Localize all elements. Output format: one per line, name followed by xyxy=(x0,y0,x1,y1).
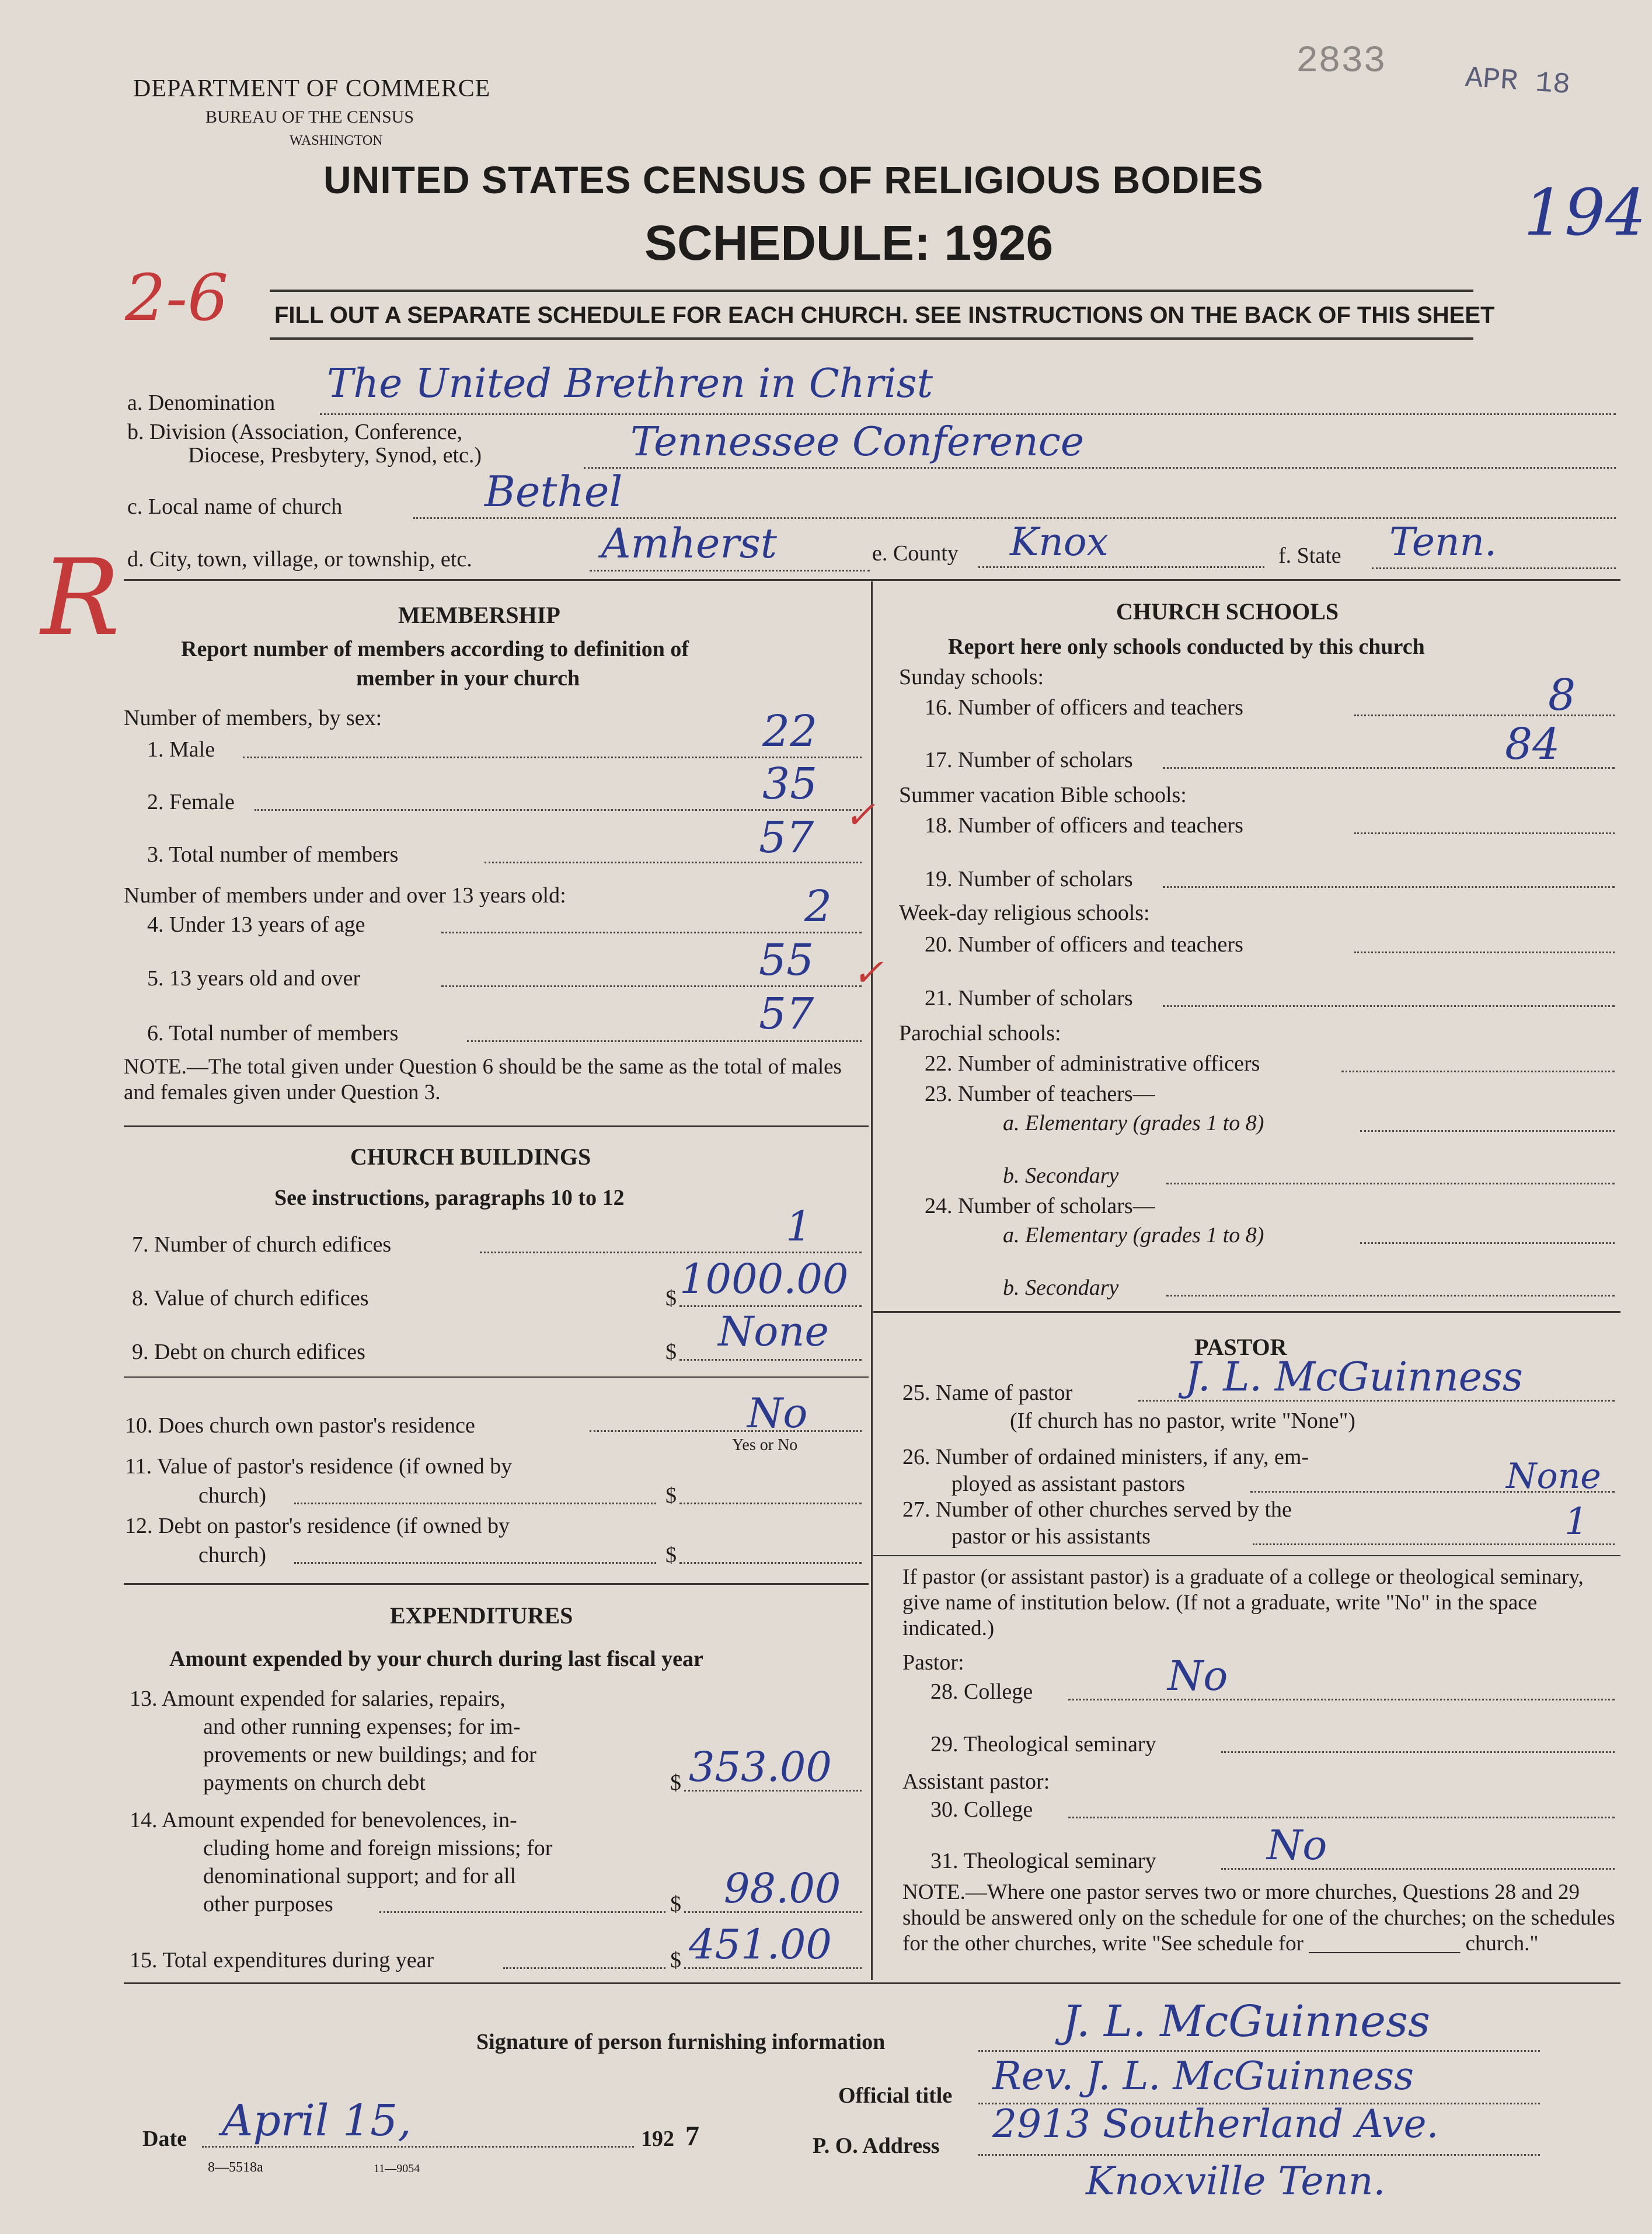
sunday-officers-value: 8 xyxy=(1548,670,1576,720)
scholars-secondary-label: b. Secondary xyxy=(1003,1275,1119,1300)
city-value: Amherst xyxy=(601,520,777,567)
official-title-value: Rev. J. L. McGuinness xyxy=(992,2054,1414,2099)
pastor-heading: PASTOR xyxy=(1194,1334,1287,1360)
other-churches-value: 1 xyxy=(1564,1500,1588,1543)
church-name-label: c. Local name of church xyxy=(127,494,343,519)
form-code-2: 11—9054 xyxy=(374,2162,420,2175)
stamp-number: 2833 xyxy=(1296,41,1386,83)
edifice-debt-dollar: $ xyxy=(665,1340,677,1364)
instruction-banner: FILL OUT A SEPARATE SCHEDULE FOR EACH CHURCH. SEE INSTRUCTIONS ON THE BACK OF THIS SHEET xyxy=(274,302,1495,328)
residence-value-dollar: $ xyxy=(665,1483,677,1508)
summer-officers-label: 18. Number of officers and teachers xyxy=(925,813,1243,838)
church-name-value: Bethel xyxy=(485,467,623,516)
edifice-value-dollar: $ xyxy=(665,1286,677,1311)
date-label: Date xyxy=(142,2127,187,2151)
form-code: 8—5518a xyxy=(208,2160,263,2175)
denomination-label: a. Denomination xyxy=(127,391,276,415)
summer-schools-label: Summer vacation Bible schools: xyxy=(899,783,1187,807)
benevolence-label-3: denominational support; and for all xyxy=(203,1864,517,1888)
edifice-debt-label: 9. Debt on church edifices xyxy=(132,1340,365,1364)
benevolence-dollar: $ xyxy=(670,1892,681,1916)
sunday-scholars-label: 17. Number of scholars xyxy=(925,748,1133,772)
assistant-seminary-value: No xyxy=(1267,1821,1327,1869)
state-value: Tenn. xyxy=(1389,520,1497,564)
edifices-label: 7. Number of church edifices xyxy=(132,1232,392,1257)
total-members-value: 57 xyxy=(759,813,814,863)
top-right-mark: 194 xyxy=(1524,175,1646,250)
total-members-2-label: 6. Total number of members xyxy=(147,1021,399,1045)
edifice-value-amount: 1000.00 xyxy=(679,1255,849,1303)
over-13-label: 5. 13 years old and over xyxy=(147,966,361,991)
parochial-admin-label: 22. Number of administrative officers xyxy=(925,1051,1260,1076)
edifice-value-label: 8. Value of church edifices xyxy=(132,1286,369,1311)
expenditures-sub: Amount expended by your church during last fiscal year xyxy=(169,1647,703,1671)
pastor-name-hint: (If church has no pastor, write "None") xyxy=(1010,1409,1355,1433)
seminary-label: 29. Theological seminary xyxy=(930,1732,1156,1756)
year-prefix: 192 xyxy=(641,2127,674,2151)
college-label: 28. College xyxy=(930,1679,1033,1704)
city-label: d. City, town, village, or township, etc. xyxy=(127,547,472,571)
parochial-teachers-label: 23. Number of teachers— xyxy=(925,1082,1155,1106)
weekday-schools-label: Week-day religious schools: xyxy=(899,901,1150,925)
po-address-value-1: 2913 Southerland Ave. xyxy=(992,2101,1439,2146)
salaries-label-2: and other running expenses; for im- xyxy=(203,1714,521,1739)
margin-code: 2-6 xyxy=(125,260,229,335)
buildings-sub: See instructions, paragraphs 10 to 12 xyxy=(274,1186,625,1210)
benevolence-label-2: cluding home and foreign missions; for xyxy=(203,1836,553,1860)
pastor-name-label: 25. Name of pastor xyxy=(902,1381,1073,1405)
yes-no-hint: Yes or No xyxy=(732,1436,798,1454)
total-expenditures-amount: 451.00 xyxy=(689,1921,832,1968)
salaries-label-3: provements or new buildings; and for xyxy=(203,1742,536,1767)
county-label: e. County xyxy=(872,541,959,566)
schedule-year: SCHEDULE: 1926 xyxy=(644,215,1054,270)
division-value: Tennessee Conference xyxy=(630,419,1085,465)
benevolence-label: 14. Amount expended for benevolences, in- xyxy=(130,1808,517,1832)
county-value: Knox xyxy=(1010,520,1109,564)
male-value: 22 xyxy=(762,706,818,757)
teachers-secondary-label: b. Secondary xyxy=(1003,1163,1119,1188)
parochial-scholars-label: 24. Number of scholars— xyxy=(925,1194,1155,1218)
po-address-value-2: Knoxville Tenn. xyxy=(1086,2159,1386,2204)
residence-value-label: 11. Value of pastor's residence (if owned by xyxy=(125,1454,513,1479)
membership-heading: MEMBERSHIP xyxy=(398,602,560,628)
form-title: UNITED STATES CENSUS OF RELIGIOUS BODIES xyxy=(323,158,1264,201)
members-by-sex-label: Number of members, by sex: xyxy=(124,706,382,730)
signature-value: J. L. McGuinness xyxy=(1062,1996,1430,2047)
po-address-label: P. O. Address xyxy=(813,2134,940,2158)
buildings-heading: CHURCH BUILDINGS xyxy=(350,1144,591,1170)
total-expenditures-label: 15. Total expenditures during year xyxy=(130,1948,434,1972)
under-13-label: 4. Under 13 years of age xyxy=(147,912,365,937)
sunday-scholars-value: 84 xyxy=(1505,719,1560,769)
assistant-college-label: 30. College xyxy=(930,1797,1033,1822)
summer-scholars-label: 19. Number of scholars xyxy=(925,867,1133,891)
official-title-label: Official title xyxy=(838,2083,953,2108)
residence-debt-label-2: church) xyxy=(198,1543,267,1567)
assistant-seminary-label: 31. Theological seminary xyxy=(930,1849,1156,1873)
edifices-value: 1 xyxy=(786,1203,812,1250)
division-label: b. Division (Association, Conference, xyxy=(127,420,463,444)
female-value: 35 xyxy=(762,759,818,809)
checkmark-icon: ✓ xyxy=(844,794,876,837)
date-value: April 15, xyxy=(222,2096,412,2146)
bureau-label: BUREAU OF THE CENSUS xyxy=(205,107,414,127)
total-members-label: 3. Total number of members xyxy=(147,842,399,867)
assistant-ministers-label: 26. Number of ordained ministers, if any, em- xyxy=(902,1445,1309,1469)
year-value: 7 xyxy=(685,2121,699,2152)
stamp-date: APR 18 xyxy=(1464,61,1571,103)
state-label: f. State xyxy=(1278,543,1341,568)
membership-sub1: Report number of members according to definition of xyxy=(181,637,689,661)
department-label: DEPARTMENT OF COMMERCE xyxy=(133,75,491,102)
pastor-name-value: J. L. McGuinness xyxy=(1185,1354,1523,1400)
teachers-elementary-label: a. Elementary (grades 1 to 8) xyxy=(1003,1111,1264,1135)
assistant-ministers-label-2: ployed as assistant pastors xyxy=(952,1472,1186,1496)
washington-label: WASHINGTON xyxy=(290,133,383,148)
graduate-note: If pastor (or assistant pastor) is a graduate of a college or theological seminary, give name of institution below. (If not a graduate, write "No" in the space indicated.) xyxy=(902,1565,1584,1640)
benevolence-amount: 98.00 xyxy=(724,1864,841,1912)
scholars-elementary-label: a. Elementary (grades 1 to 8) xyxy=(1003,1223,1264,1247)
sunday-schools-label: Sunday schools: xyxy=(899,665,1044,689)
college-value: No xyxy=(1167,1652,1228,1700)
checkmark-icon: ✓ xyxy=(852,952,884,995)
male-label: 1. Male xyxy=(147,737,215,762)
membership-sub2: member in your church xyxy=(356,666,580,691)
sunday-officers-label: 16. Number of officers and teachers xyxy=(925,695,1243,720)
assistant-ministers-value: None xyxy=(1506,1456,1601,1497)
other-churches-label: 27. Number of other churches served by the xyxy=(902,1497,1292,1522)
female-label: 2. Female xyxy=(147,790,235,814)
parochial-schools-label: Parochial schools: xyxy=(899,1021,1061,1045)
division-label-2: Diocese, Presbytery, Synod, etc.) xyxy=(188,443,482,468)
salaries-amount: 353.00 xyxy=(689,1743,832,1791)
residence-own-value: No xyxy=(747,1389,808,1437)
schools-heading: CHURCH SCHOOLS xyxy=(1116,598,1339,625)
salaries-label: 13. Amount expended for salaries, repairs, xyxy=(130,1686,506,1711)
edifice-debt-value: None xyxy=(718,1308,829,1355)
residence-value-label-2: church) xyxy=(198,1483,267,1508)
residence-debt-label: 12. Debt on pastor's residence (if owned by xyxy=(125,1514,510,1538)
signature-label: Signature of person furnishing information xyxy=(476,2030,886,2054)
assistant-pastor-label: Assistant pastor: xyxy=(902,1769,1050,1794)
total-members-2-value: 57 xyxy=(759,989,814,1039)
under-13-value: 2 xyxy=(804,881,832,932)
denomination-value: The United Brethren in Christ xyxy=(327,361,933,407)
expenditures-heading: EXPENDITURES xyxy=(390,1602,573,1629)
total-expenditures-dollar: $ xyxy=(670,1948,681,1972)
weekday-scholars-label: 21. Number of scholars xyxy=(925,986,1133,1010)
salaries-label-4: payments on church debt xyxy=(203,1771,426,1795)
over-13-value: 55 xyxy=(759,935,814,985)
pastor-note: NOTE.—Where one pastor serves two or more churches, Questions 28 and 29 should be answered only on the schedule for one of the churches; on the schedules for the other churches, write "See schedule for ______________ church." xyxy=(902,1880,1615,1956)
membership-note: NOTE.—The total given under Question 6 should be the same as the total of males and females given under Question 3. xyxy=(124,1055,842,1104)
schools-sub: Report here only schools conducted by this church xyxy=(948,635,1425,659)
pastor-sub-label: Pastor: xyxy=(902,1650,964,1675)
margin-r-mark: R xyxy=(41,537,120,659)
other-churches-label-2: pastor or his assistants xyxy=(952,1524,1151,1549)
age-header-label: Number of members under and over 13 years old: xyxy=(124,883,566,908)
residence-debt-dollar: $ xyxy=(665,1543,677,1567)
benevolence-label-4: other purposes xyxy=(203,1892,333,1916)
residence-own-label: 10. Does church own pastor's residence xyxy=(125,1413,475,1438)
salaries-dollar: $ xyxy=(670,1771,681,1795)
weekday-officers-label: 20. Number of officers and teachers xyxy=(925,932,1243,957)
